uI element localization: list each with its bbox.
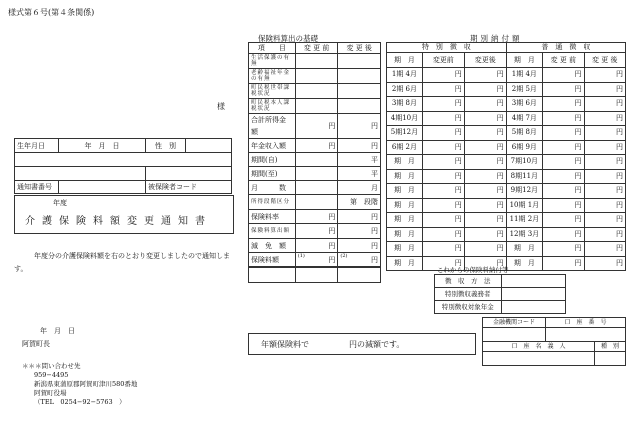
basis-row — [249, 139, 381, 153]
basis-row-before — [295, 195, 338, 210]
basis-heading: 保険料算出の基礎 — [258, 34, 318, 43]
basis-row-after: 月 — [338, 181, 381, 195]
basis-row-after: 第 段階 — [338, 195, 381, 210]
basis-row-label: 生活保護の有無 — [249, 54, 296, 69]
ordinary-after: 円 — [584, 140, 625, 155]
special-period: 期 月 — [387, 155, 423, 170]
ordinary-before: 円 — [543, 213, 584, 228]
basis-row — [249, 181, 381, 195]
ordinary-before: 円 — [543, 126, 584, 141]
bank-table — [482, 317, 626, 366]
ordinary-before: 円 — [543, 155, 584, 170]
special-period: 期 月 — [387, 256, 423, 271]
basis-row — [249, 114, 381, 139]
basis-row-before — [295, 181, 338, 195]
notice-title: 介護保険料額変更通知書 — [25, 216, 212, 227]
address-row-left — [15, 167, 146, 181]
ordinary-period: 1期 4月 — [506, 68, 542, 83]
special-after: 円 — [464, 111, 506, 126]
basis-blank-rows — [248, 252, 381, 283]
special-period: 1期 4月 — [387, 68, 423, 83]
payment-row — [387, 242, 626, 257]
ordinary-period: 期 月 — [506, 242, 542, 257]
basis-row — [249, 195, 381, 210]
basis-row-after: 円 — [338, 210, 381, 224]
basis-row-label: 合計所得金額 — [249, 114, 296, 139]
basis-row — [249, 167, 381, 181]
reduction-box — [248, 333, 476, 355]
payment-table — [386, 42, 626, 271]
special-col-period: 期 月 — [387, 53, 423, 68]
payment-row — [387, 97, 626, 112]
ordinary-before: 円 — [543, 111, 584, 126]
ordinary-after: 円 — [584, 242, 625, 257]
special-after: 円 — [464, 184, 506, 199]
ordinary-period: 10期 1月 — [506, 198, 542, 213]
basis-row-label: 町民税本人課税状況 — [249, 99, 296, 114]
ordinary-after: 円 — [584, 68, 625, 83]
reduction-text: 年額保険料で 円の減額です。 — [261, 340, 405, 349]
ordinary-before: 円 — [543, 184, 584, 199]
ordinary-after: 円 — [584, 198, 625, 213]
special-after: 円 — [464, 97, 506, 112]
special-before: 円 — [422, 227, 464, 242]
basis-row-after: 円 — [338, 114, 381, 139]
basis-row — [249, 99, 381, 114]
special-period: 5期12月 — [387, 126, 423, 141]
special-period: 期 月 — [387, 169, 423, 184]
ordinary-before: 円 — [543, 169, 584, 184]
special-after: 円 — [464, 213, 506, 228]
ordinary-after: 円 — [584, 256, 625, 271]
ordinary-period: 8期11月 — [506, 169, 542, 184]
basis-row-before — [295, 167, 338, 181]
future-row-pension: 特別徴収対象年金 — [435, 301, 502, 314]
payment-row — [387, 68, 626, 83]
change-notice-box — [14, 195, 234, 234]
special-period: 期 月 — [387, 242, 423, 257]
contact-postal: 959−4495 — [34, 371, 69, 379]
contact-heading: ＊＊＊問い合わせ先 — [22, 362, 81, 370]
basis-row-label: 保険料算出額 — [249, 224, 296, 239]
special-col-after: 変更後 — [464, 53, 506, 68]
special-after: 円 — [464, 227, 506, 242]
future-table — [434, 274, 566, 314]
birth-value: 年 月 日 — [59, 139, 146, 153]
basis-row-after — [338, 69, 381, 84]
basis-row-label: 期間(自) — [249, 153, 296, 167]
basis-row-after: 円 — [338, 239, 381, 253]
ordinary-period: 4期 7月 — [506, 111, 542, 126]
special-before: 円 — [422, 111, 464, 126]
special-before: 円 — [422, 169, 464, 184]
special-before: 円 — [422, 184, 464, 199]
special-period: 期 月 — [387, 198, 423, 213]
basis-row-label: 老齢福祉年金の有無 — [249, 69, 296, 84]
payment-row — [387, 213, 626, 228]
basis-table — [248, 42, 381, 267]
basis-row — [249, 210, 381, 224]
basis-row-label: 減 免 額 — [249, 239, 296, 253]
issue-date: 年 月 日 — [40, 327, 75, 335]
contact-tel: （TEL 0254−92−5763 ） — [34, 398, 126, 406]
special-before: 円 — [422, 213, 464, 228]
special-before: 円 — [422, 256, 464, 271]
basis-col-after: 変 更 後 — [338, 43, 381, 54]
special-after: 円 — [464, 242, 506, 257]
special-after: 円 — [464, 126, 506, 141]
ordinary-after: 円 — [584, 155, 625, 170]
ordinary-period: 11期 2月 — [506, 213, 542, 228]
body-text: 年度分の介護保険料額を右のとおり変更しましたので通知します。 — [14, 252, 230, 273]
payment-heading: 期別納付額 — [470, 34, 523, 43]
ordinary-after: 円 — [584, 184, 625, 199]
payment-row — [387, 184, 626, 199]
payment-row — [387, 126, 626, 141]
payment-row — [387, 82, 626, 97]
notice-year: 年度 — [53, 199, 67, 207]
special-before: 円 — [422, 126, 464, 141]
ordinary-after: 円 — [584, 227, 625, 242]
payment-row — [387, 198, 626, 213]
ordinary-before: 円 — [543, 227, 584, 242]
payment-row — [387, 169, 626, 184]
special-period: 4期10月 — [387, 111, 423, 126]
ordinary-before: 円 — [543, 97, 584, 112]
special-before: 円 — [422, 242, 464, 257]
special-after: 円 — [464, 169, 506, 184]
special-before: 円 — [422, 82, 464, 97]
special-period: 3期 8月 — [387, 97, 423, 112]
special-after: 円 — [464, 256, 506, 271]
ordinary-period: 3期 6月 — [506, 97, 542, 112]
special-after: 円 — [464, 82, 506, 97]
notice-no-value — [59, 181, 146, 194]
after-mark: (2) — [340, 253, 348, 259]
ordinary-after: 円 — [584, 213, 625, 228]
basis-row — [249, 84, 381, 99]
basis-row — [249, 69, 381, 84]
ordinary-after: 円 — [584, 169, 625, 184]
basis-row-before — [295, 153, 338, 167]
insured-code-label: 被保険者コード — [146, 181, 232, 194]
personal-info-table — [14, 138, 232, 194]
special-period: 6期 2月 — [387, 140, 423, 155]
special-after: 円 — [464, 140, 506, 155]
ordinary-period: 2期 5月 — [506, 82, 542, 97]
ordinary-period: 6期 9月 — [506, 140, 542, 155]
holder-label: 口 座 名 義 人 — [483, 342, 595, 352]
ordinary-before: 円 — [543, 256, 584, 271]
basis-row-before: 円 — [295, 224, 338, 239]
ordinary-col-before: 変 更 前 — [543, 53, 584, 68]
basis-row-label: 年金収入額 — [249, 139, 296, 153]
basis-row-label: 月 数 — [249, 181, 296, 195]
before-mark: (1) — [297, 253, 305, 259]
future-row-method: 徴 収 方 法 — [435, 275, 502, 288]
address-row-right — [146, 167, 232, 181]
basis-row-before: 円 — [295, 210, 338, 224]
basis-row-label: 保険料率 — [249, 210, 296, 224]
ordinary-before: 円 — [543, 198, 584, 213]
special-period: 期 月 — [387, 213, 423, 228]
payment-row — [387, 227, 626, 242]
basis-row-after: 平 — [338, 167, 381, 181]
basis-row-after: 平 — [338, 153, 381, 167]
special-heading: 特 別 徴 収 — [387, 43, 507, 53]
notice-no-label: 通知書番号 — [15, 181, 59, 194]
ordinary-period: 12期 3月 — [506, 227, 542, 242]
basis-row-after: 円 — [338, 224, 381, 239]
basis-row-before — [295, 54, 338, 69]
basis-col-item: 項 目 — [249, 43, 296, 54]
sex-label: 性 別 — [146, 139, 186, 153]
ordinary-before: 円 — [543, 140, 584, 155]
basis-row-before — [295, 99, 338, 114]
ordinary-after: 円 — [584, 126, 625, 141]
special-period: 期 月 — [387, 184, 423, 199]
basis-row-after — [338, 84, 381, 99]
ordinary-col-after: 変 更 後 — [584, 53, 625, 68]
issuer-name: 阿賀町長 — [22, 340, 50, 348]
holder-value — [483, 352, 595, 366]
name-row — [15, 153, 232, 167]
special-col-before: 変更前 — [422, 53, 464, 68]
ordinary-before: 円 — [543, 68, 584, 83]
basis-row-before: 円 — [295, 139, 338, 153]
basis-row-label: 町民税世帯課税状況 — [249, 84, 296, 99]
contact-block — [22, 362, 137, 407]
basis-row-label: 期間(至) — [249, 167, 296, 181]
ordinary-before: 円 — [543, 82, 584, 97]
account-number-label: 口 座 番 号 — [546, 318, 626, 328]
bank-code-value — [483, 328, 546, 342]
basis-row-before: 円 — [295, 114, 338, 139]
payment-row — [387, 140, 626, 155]
bank-code-label: 金融機関コード — [483, 318, 546, 328]
ordinary-period: 7期10月 — [506, 155, 542, 170]
special-before: 円 — [422, 155, 464, 170]
form-number: 様式第６号(第４条関係) — [8, 8, 95, 17]
basis-row-before — [295, 69, 338, 84]
basis-row-after: 円 (2) — [338, 253, 381, 267]
ordinary-after: 円 — [584, 82, 625, 97]
basis-row — [249, 153, 381, 167]
special-period: 期 月 — [387, 227, 423, 242]
ordinary-after: 円 — [584, 111, 625, 126]
ordinary-heading: 普 通 徴 収 — [506, 43, 625, 53]
basis-row-label: 所得段階区分 — [249, 195, 296, 210]
special-period: 2期 6月 — [387, 82, 423, 97]
special-after: 円 — [464, 155, 506, 170]
ordinary-period: 9期12月 — [506, 184, 542, 199]
special-after: 円 — [464, 198, 506, 213]
special-before: 円 — [422, 198, 464, 213]
special-before: 円 — [422, 140, 464, 155]
payment-row — [387, 155, 626, 170]
basis-row-before: 円 — [295, 239, 338, 253]
basis-row-after: 円 — [338, 139, 381, 153]
basis-col-before: 変 更 前 — [295, 43, 338, 54]
basis-row-label: 保険料額 — [249, 253, 296, 267]
ordinary-period: 期 月 — [506, 256, 542, 271]
basis-row-after — [338, 99, 381, 114]
basis-row — [249, 224, 381, 239]
contact-address: 新潟県東蒲原郡阿賀町津川580番地 — [34, 380, 138, 388]
contact-office: 阿賀町役場 — [34, 389, 67, 397]
payment-row — [387, 111, 626, 126]
special-after: 円 — [464, 68, 506, 83]
basis-row-before: 円 (1) — [295, 253, 338, 267]
basis-row — [249, 54, 381, 69]
basis-row — [249, 239, 381, 253]
special-before: 円 — [422, 68, 464, 83]
sex-value — [185, 139, 231, 153]
account-number-value — [546, 328, 626, 342]
ordinary-after: 円 — [584, 97, 625, 112]
honorific-label: 様 — [217, 102, 225, 111]
ordinary-col-period: 期 月 — [506, 53, 542, 68]
ordinary-period: 5期 8月 — [506, 126, 542, 141]
future-row-obligor: 特別徴収義務者 — [435, 288, 502, 301]
birth-label: 生年月日 — [15, 139, 59, 153]
type-value — [595, 352, 626, 366]
basis-row-before — [295, 84, 338, 99]
basis-row-after — [338, 54, 381, 69]
special-before: 円 — [422, 97, 464, 112]
ordinary-before: 円 — [543, 242, 584, 257]
future-heading: これからの保険料納付等 — [437, 266, 509, 274]
type-label: 種 別 — [595, 342, 626, 352]
